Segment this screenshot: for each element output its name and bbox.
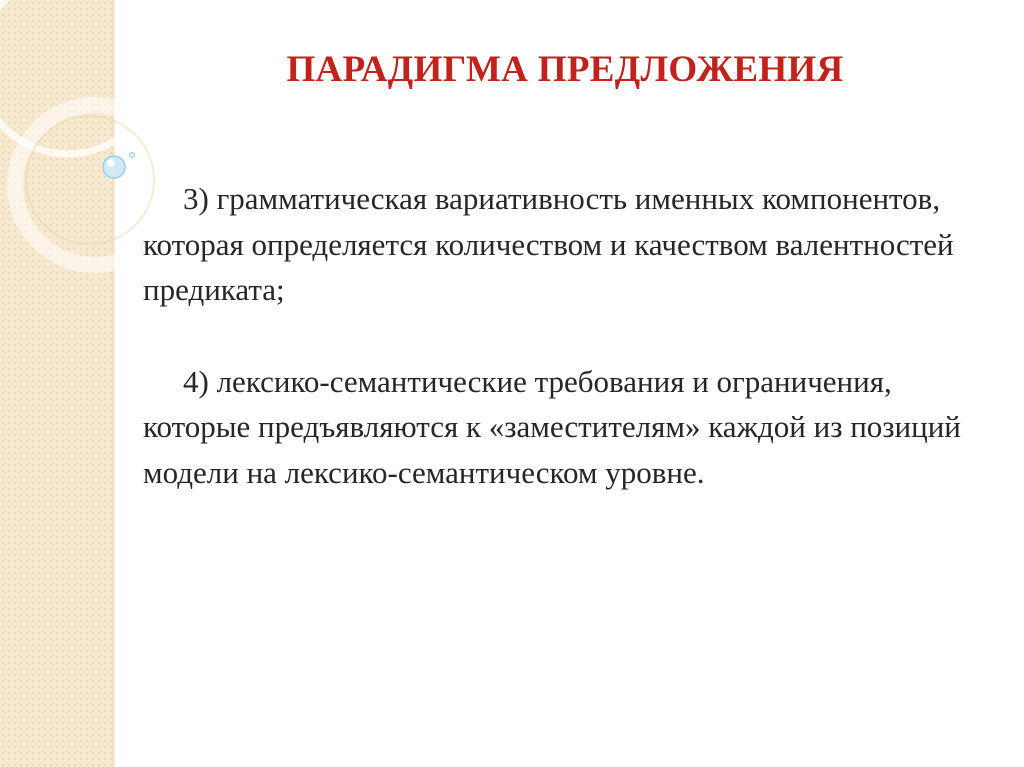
bubble-icon <box>103 153 135 179</box>
slide-body <box>143 176 1003 495</box>
paragraph-3: 3) грамматическая вариативность именных компонентов, которая определяется количеством и качеством валентностей предиката; <box>143 181 954 307</box>
decorative-rings <box>0 0 160 767</box>
slide-title: ПАРАДИГМА ПРЕДЛОЖЕНИЯ <box>286 49 844 90</box>
paragraph-4: 4) лексико-семантические требования и ограничения, которые предъявляются к «заместителям» каждой из позиций модели на лексико-семантическом уровне. <box>143 363 961 490</box>
